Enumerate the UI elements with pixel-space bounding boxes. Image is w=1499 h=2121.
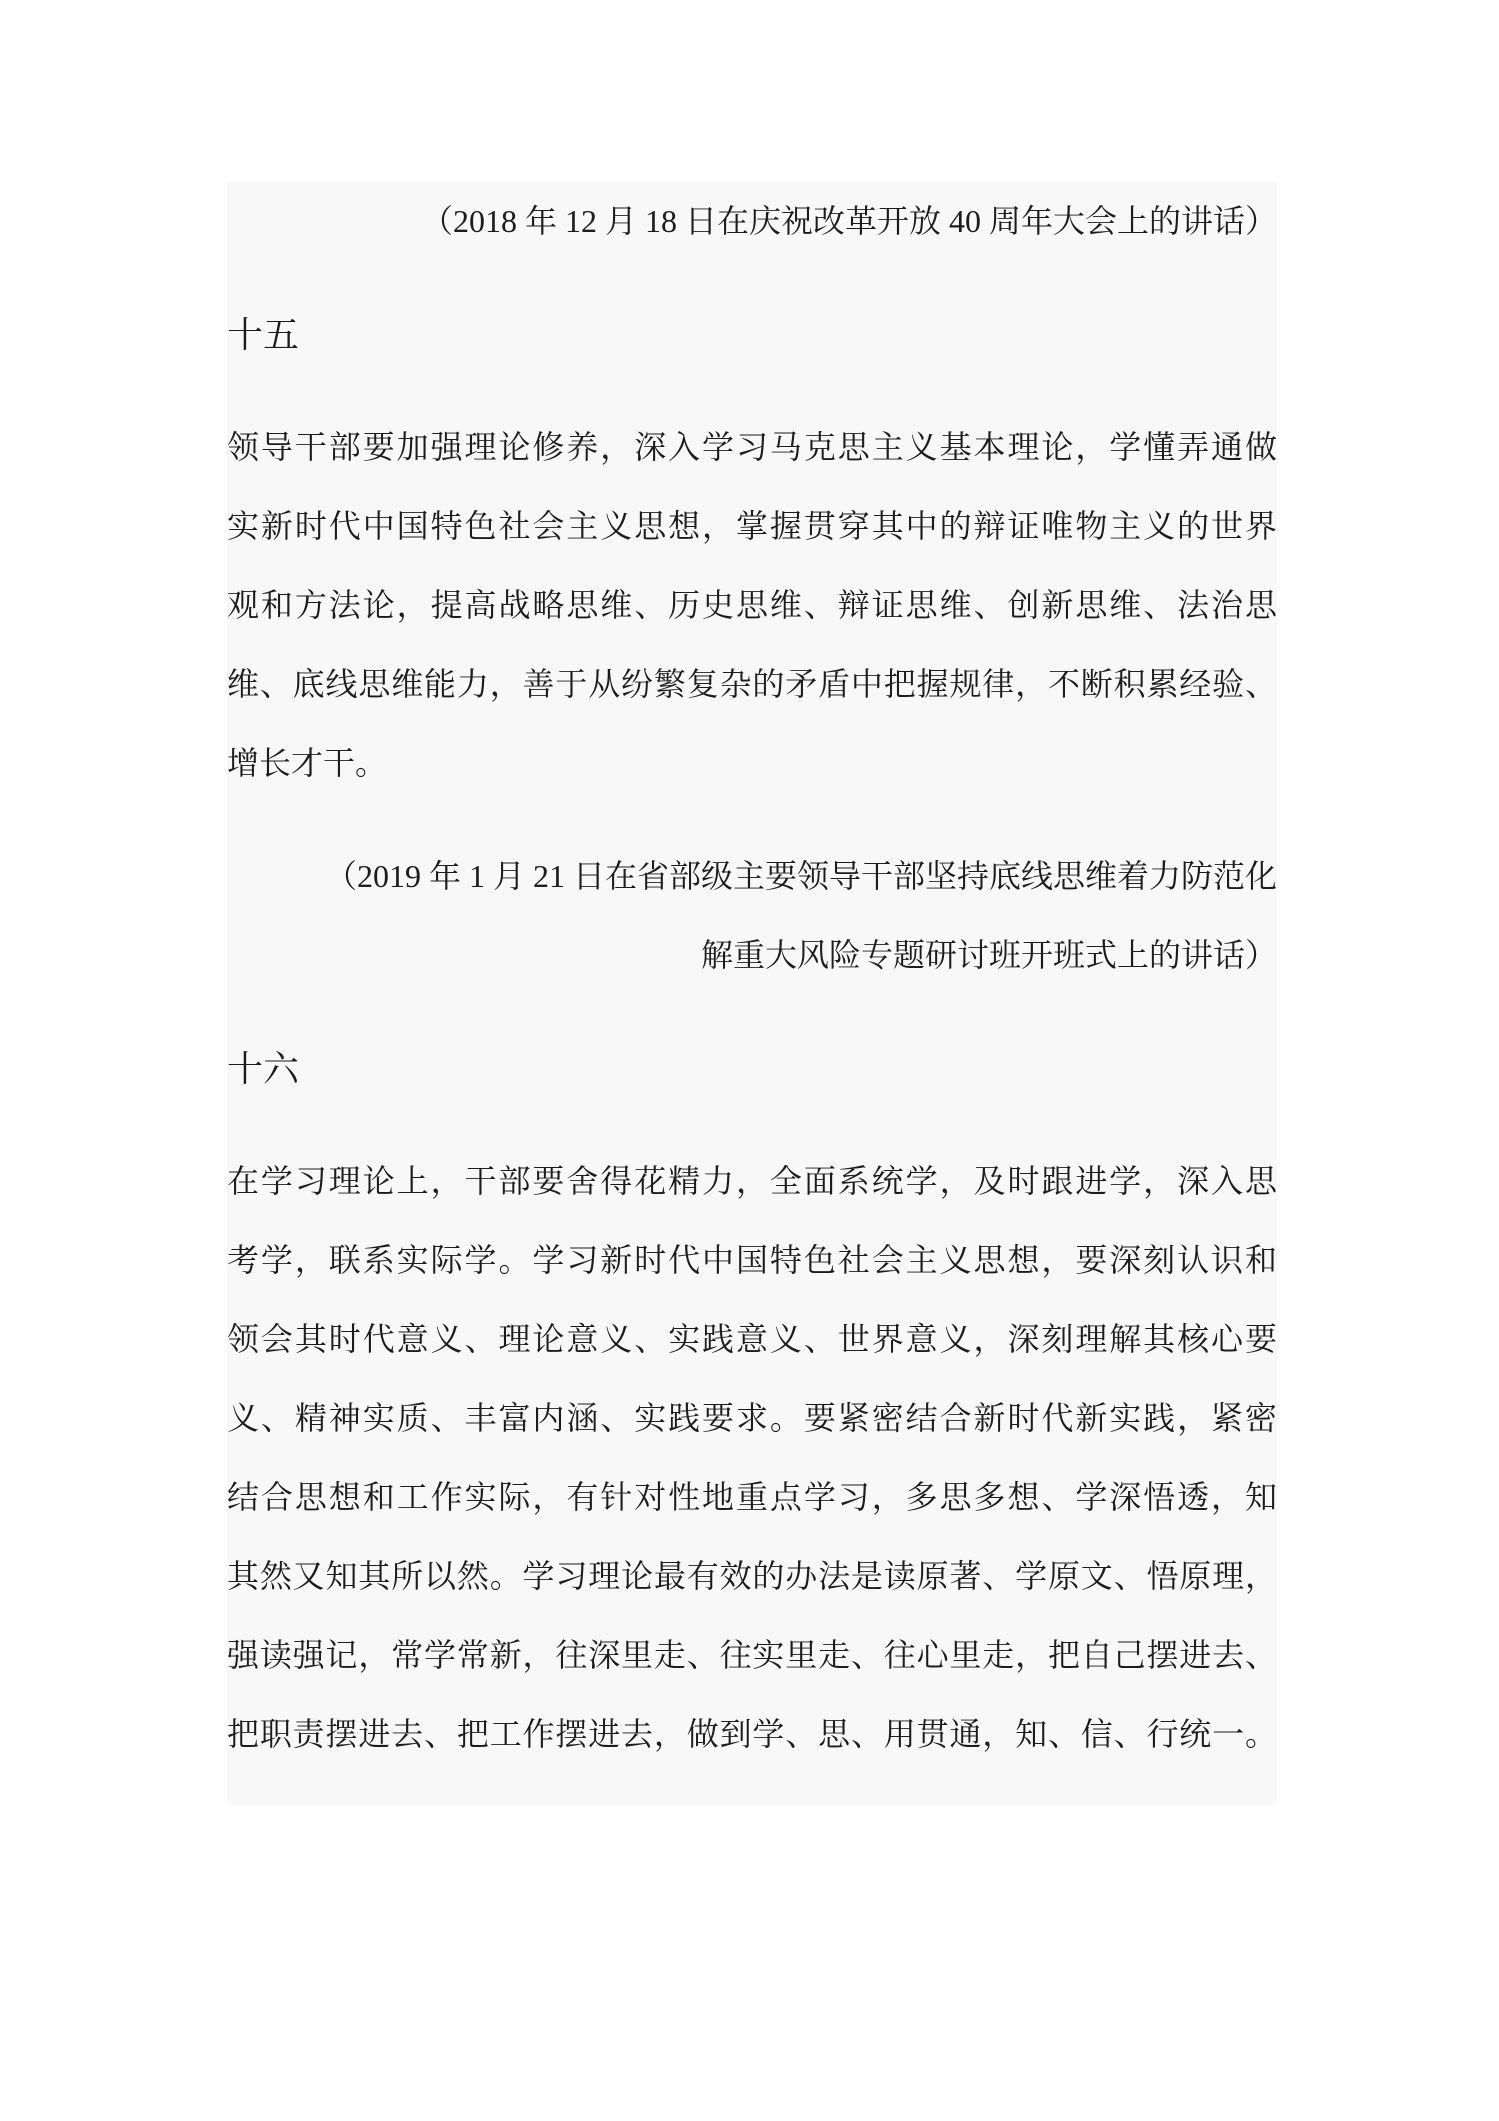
- text-line: 其然又知其所以然。学习理论最有效的办法是读原著、学原文、悟原理，: [227, 1558, 1277, 1594]
- text-line: （2019 年 1 月 21 日在省部级主要领导干部坚持底线思维着力防范化: [324, 858, 1277, 894]
- text-line: 解重大风险专题研讨班开班式上的讲话）: [700, 937, 1277, 973]
- text-line: 在学习理论上，干部要舍得花精力，全面系统学，及时跟进学，深入思: [227, 1163, 1277, 1199]
- text-line: 义、精神实质、丰富内涵、实践要求。要紧密结合新时代新实践，紧密: [227, 1400, 1277, 1436]
- section-citation: [227, 182, 1277, 261]
- section-paragraph: [227, 1142, 1277, 1774]
- text-line: 十五: [227, 314, 300, 355]
- text-line: （2018 年 12 月 18 日在庆祝改革开放 40 周年大会上的讲话）: [420, 203, 1277, 239]
- text-line: 增长才干。: [227, 745, 388, 781]
- text-line: 十六: [227, 1048, 300, 1089]
- section-paragraph: [227, 408, 1277, 803]
- text-line: 领导干部要加强理论修养，深入学习马克思主义基本理论，学懂弄通做: [227, 429, 1277, 465]
- text-line: 领会其时代意义、理论意义、实践意义、世界意义，深刻理解其核心要: [227, 1321, 1277, 1357]
- text-line: 考学，联系实际学。学习新时代中国特色社会主义思想，要深刻认识和: [227, 1242, 1277, 1278]
- text-line: 把职责摆进去、把工作摆进去，做到学、思、用贯通，知、信、行统一。: [227, 1716, 1277, 1752]
- section-citation: [227, 837, 1277, 995]
- text-line: 观和方法论，提高战略思维、历史思维、辩证思维、创新思维、法治思: [227, 587, 1277, 623]
- section-heading: [227, 295, 1277, 374]
- text-line: 维、底线思维能力，善于从纷繁复杂的矛盾中把握规律，不断积累经验、: [227, 666, 1277, 702]
- text-line: 实新时代中国特色社会主义思想，掌握贯穿其中的辩证唯物主义的世界: [227, 508, 1277, 544]
- text-line: 强读强记，常学常新，往深里走、往实里走、往心里走，把自己摆进去、: [227, 1637, 1277, 1673]
- content-block: [227, 182, 1277, 1805]
- section-heading: [227, 1029, 1277, 1108]
- text-line: 结合思想和工作实际，有针对性地重点学习，多思多想、学深悟透，知: [227, 1479, 1277, 1515]
